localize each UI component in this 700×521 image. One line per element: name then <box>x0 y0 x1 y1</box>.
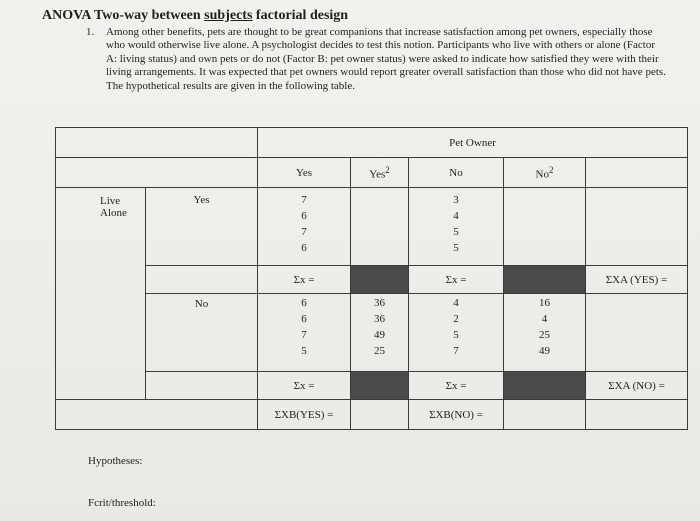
no-yes-values: 6 6 7 5 <box>258 294 351 372</box>
sum-x-yes-yes: Σx = <box>258 266 351 294</box>
header-blank <box>56 128 258 158</box>
header-blank-2 <box>56 158 258 188</box>
factor-a-label: Live Alone <box>56 188 146 294</box>
shaded-cell <box>351 266 409 294</box>
fcrit-label: Fcrit/threshold: <box>88 497 156 509</box>
row-yes-label: Yes <box>146 188 258 266</box>
col-blank <box>586 158 688 188</box>
yes-no-sq-values <box>504 188 586 266</box>
sum-row-blank-2 <box>146 372 258 400</box>
col-no: No <box>409 158 504 188</box>
sum-x-yes-no: Σx = <box>409 266 504 294</box>
shaded-cell <box>351 372 409 400</box>
hypotheses-label: Hypotheses: <box>88 455 143 467</box>
no-no-sq-values: 16 4 25 49 <box>504 294 586 372</box>
col-no-squared: No$^2$ <box>504 158 586 188</box>
question-number: 1. <box>86 26 95 38</box>
col-yes: Yes <box>258 158 351 188</box>
yes-yes-values: 7 6 7 6 <box>258 188 351 266</box>
row-no-label: No <box>146 294 258 372</box>
factor-a-blank-2 <box>56 372 146 400</box>
col-yes-squared: Yes$^2$ <box>351 158 409 188</box>
no-no-values: 4 2 5 7 <box>409 294 504 372</box>
shaded-cell <box>504 372 586 400</box>
sum-xb-yes: ΣXB(YES) = <box>258 400 351 430</box>
question-text: Among other benefits, pets are thought to be great companions that increase satisfaction among pet owners, especially those who would otherwise live alone. A psychologist decides to test this notion. Participants who live with others or alone (Factor A: living status) and own pets or do not (Factor B: pet owner status) were asked to indicate how satisfied they were with their living arrangements. It was expected that pet owners would report greater overall satisfaction than those who did not have pets. The hypothetical results are given in the following table. <box>106 26 666 92</box>
sum-xa-no: ΣXA (NO) = <box>586 372 688 400</box>
sum-row-blank <box>146 266 258 294</box>
footer-blank-3 <box>504 400 586 430</box>
footer-blank <box>56 400 258 430</box>
yes-no-values: 3 4 5 5 <box>409 188 504 266</box>
yes-blank <box>586 188 688 266</box>
shaded-cell <box>504 266 586 294</box>
footer-blank-2 <box>351 400 409 430</box>
sum-xb-no: ΣXB(NO) = <box>409 400 504 430</box>
sum-x-no-no: Σx = <box>409 372 504 400</box>
data-table <box>55 127 688 430</box>
page-title: ANOVA Two-way between subjects factorial design <box>42 8 349 23</box>
footer-blank-4 <box>586 400 688 430</box>
factor-a-blank <box>56 294 146 372</box>
sum-xa-yes: ΣXA (YES) = <box>586 266 688 294</box>
yes-yes-sq-values <box>351 188 409 266</box>
no-yes-sq-values: 36 36 49 25 <box>351 294 409 372</box>
no-blank <box>586 294 688 372</box>
sum-x-no-yes: Σx = <box>258 372 351 400</box>
pet-owner-header: Pet Owner <box>258 128 688 158</box>
